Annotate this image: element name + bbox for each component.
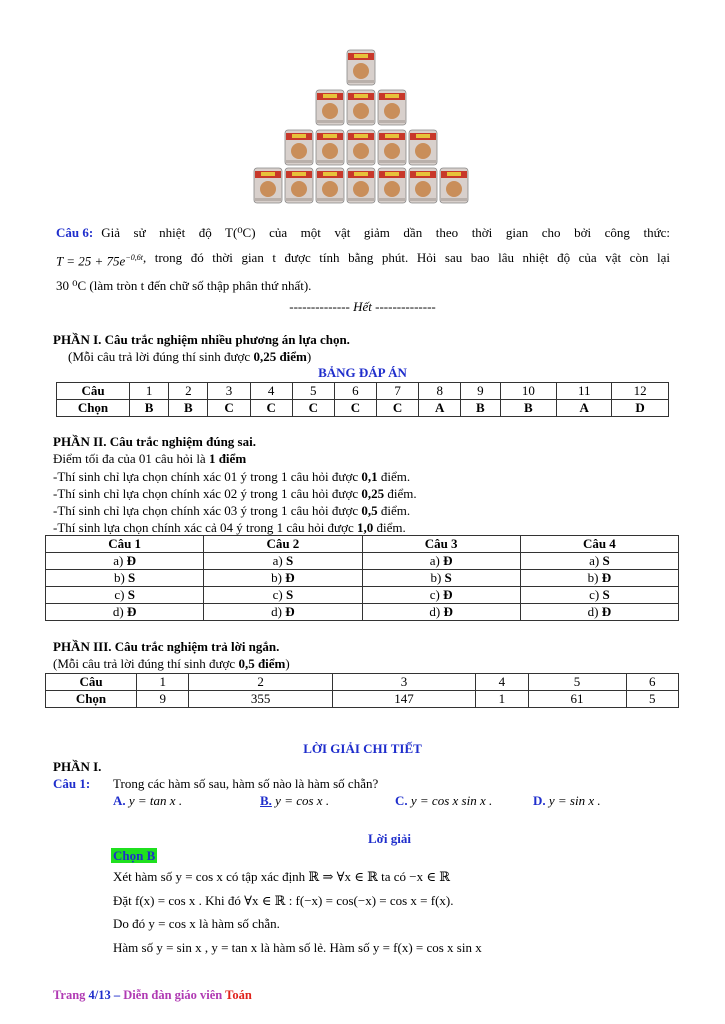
part1-question-number: 12 (612, 383, 669, 400)
part2-answer-cell: a) Đ (46, 553, 204, 570)
part1-answer-cell: B (169, 400, 208, 417)
option-a[interactable]: A. y = tan x . (113, 793, 183, 808)
part1-question-number: 11 (557, 383, 612, 400)
part1-question-number: 3 (208, 383, 250, 400)
part2-answer-cell: b) S (362, 570, 520, 587)
part2-header-cell: Câu 1 (46, 536, 204, 553)
question-6-text2: , trong đó thời gian t được tính bằng phút. Hỏi sau bao lâu nhiệt độ của vật còn lại (142, 250, 670, 265)
question-6-line1 (56, 220, 670, 245)
part2-rule: -Thí sinh chỉ lựa chọn chính xác 02 ý trong 1 câu hỏi được 0,25 điểm. (53, 486, 417, 501)
chon-answer: Chọn B (113, 848, 156, 863)
part2-answer-table (45, 535, 679, 621)
part2-rules (53, 468, 417, 536)
part2-rule: -Thí sinh chỉ lựa chọn chính xác 03 ý trong 1 câu hỏi được 0,5 điểm. (53, 503, 411, 518)
part2-answer-cell: a) S (204, 553, 362, 570)
table-row (46, 587, 679, 604)
part1-answer-cell: A (419, 400, 461, 417)
footer: Trang 4/13 – Diễn đàn giáo viên Toán (53, 988, 252, 1002)
part1-answer-cell: C (208, 400, 250, 417)
part1-question-number: 4 (250, 383, 292, 400)
part3-answer-cell: 147 (332, 691, 475, 708)
part1-answer-cell: C (377, 400, 419, 417)
part1-answer-cell: B (130, 400, 169, 417)
part1-question-number: 5 (292, 383, 334, 400)
part2-header-cell: Câu 2 (204, 536, 362, 553)
part1-question-number: 10 (500, 383, 557, 400)
part1-row-label-chon: Chọn (57, 400, 130, 417)
part3-question-number: 5 (528, 674, 626, 691)
part2-header-cell: Câu 4 (520, 536, 678, 553)
part2-header-cell: Câu 3 (362, 536, 520, 553)
part2-answer-cell: c) S (204, 587, 362, 604)
formula: $T = 25 + 75e^{-0,6t}$ (56, 253, 143, 269)
part2-answer-cell: b) Đ (520, 570, 678, 587)
part2-title: PHẦN II. Câu trắc nghiệm đúng sai. (53, 434, 256, 449)
solution-steps (113, 865, 482, 959)
part1-note: (Mỗi câu trả lời đúng thí sinh được 0,25 điểm) (68, 349, 312, 364)
table-row (46, 570, 679, 587)
part1-row-label-cau: Câu (57, 383, 130, 400)
part1-question-number: 7 (377, 383, 419, 400)
question-6-text3: 30 ⁰C (làm tròn t đến chữ số thập phân thứ nhất). (56, 278, 312, 294)
end-marker: -------------- Hết -------------- (289, 299, 436, 314)
part2-answer-cell: c) S (46, 587, 204, 604)
solution-part-label: PHẦN I. (53, 759, 102, 774)
question-1-label: Câu 1: (53, 776, 91, 791)
part3-answer-cell: 5 (626, 691, 679, 708)
question-1-options (113, 793, 633, 811)
part3-question-number: 4 (476, 674, 528, 691)
part2-answer-cell: b) S (46, 570, 204, 587)
part2-answer-cell: b) Đ (204, 570, 362, 587)
question-6-label: Câu 6: (56, 225, 94, 240)
part1-title: PHẦN I. Câu trắc nghiệm nhiều phương án lựa chọn. (53, 332, 350, 347)
part3-row-label-chon: Chọn (46, 691, 137, 708)
part1-answer-cell: C (334, 400, 376, 417)
question-6-line2 (56, 245, 670, 273)
solution-step: Xét hàm số y = cos x có tập xác định ℝ ⇒ ∀x ∈ ℝ ta có −x ∈ ℝ (113, 869, 451, 884)
option-d[interactable]: D. y = sin x . (533, 793, 601, 808)
part2-answer-cell: d) Đ (362, 604, 520, 621)
part3-answer-cell: 61 (528, 691, 626, 708)
part3-row-label-cau: Câu (46, 674, 137, 691)
part3-question-number: 1 (137, 674, 189, 691)
part1-answer-cell: B (500, 400, 557, 417)
part1-answer-cell: D (612, 400, 669, 417)
part1-question-number: 6 (334, 383, 376, 400)
part2-max-score: Điểm tối đa của 01 câu hỏi là 1 điểm (53, 451, 247, 466)
part3-answer-cell: 1 (476, 691, 528, 708)
loigiai-heading: Lời giải (368, 831, 411, 846)
part2-answer-cell: a) Đ (362, 553, 520, 570)
table-row (46, 553, 679, 570)
part3-note: (Mỗi câu trả lời đúng thí sinh được 0,5 điểm) (53, 656, 290, 671)
part1-question-number: 9 (461, 383, 500, 400)
part1-answer-cell: C (292, 400, 334, 417)
part1-answer-cell: A (557, 400, 612, 417)
part3-answer-cell: 355 (189, 691, 332, 708)
part3-question-number: 2 (189, 674, 332, 691)
part3-answer-table (45, 673, 679, 708)
part2-answer-cell: d) Đ (46, 604, 204, 621)
part1-answer-cell: B (461, 400, 500, 417)
part1-question-number: 8 (419, 383, 461, 400)
part2-answer-cell: a) S (520, 553, 678, 570)
answer-table-title: BẢNG ĐÁP ÁN (318, 365, 407, 380)
table-row (46, 604, 679, 621)
part1-question-number: 1 (130, 383, 169, 400)
part2-answer-cell: c) Đ (362, 587, 520, 604)
part3-question-number: 6 (626, 674, 679, 691)
option-c[interactable]: C. y = cos x sin x . (395, 793, 493, 808)
part3-title: PHẦN III. Câu trắc nghiệm trả lời ngắn. (53, 639, 280, 654)
solution-step: Hàm số y = sin x , y = tan x là hàm số lẻ. Hàm số y = f(x) = cos x sin x (113, 939, 482, 955)
part2-rule: -Thí sinh chỉ lựa chọn chính xác 01 ý trong 1 câu hỏi được 0,1 điểm. (53, 469, 411, 484)
part2-rule: -Thí sinh lựa chọn chính xác cả 04 ý trong 1 câu hỏi được 1,0 điểm. (53, 520, 406, 535)
question-6 (56, 220, 670, 298)
part2-answer-cell: c) S (520, 587, 678, 604)
question-1-text: Trong các hàm số sau, hàm số nào là hàm số chẵn? (113, 776, 379, 791)
part1-answer-cell: C (250, 400, 292, 417)
option-b[interactable]: B. y = cos x . (260, 793, 330, 808)
solution-step: Đặt f(x) = cos x . Khi đó ∀x ∈ ℝ : f(−x) = cos(−x) = cos x = f(x). (113, 892, 454, 908)
part1-answer-table (56, 382, 669, 417)
part2-answer-cell: d) Đ (204, 604, 362, 621)
solution-step: Do đó y = cos x là hàm số chẵn. (113, 916, 280, 931)
part3-answer-cell: 9 (137, 691, 189, 708)
cans-pyramid-image (250, 48, 472, 206)
part2-answer-cell: d) Đ (520, 604, 678, 621)
solution-title: LỜI GIẢI CHI TIẾT (303, 741, 422, 756)
question-6-text1: Giả sử nhiệt độ T(⁰C) của một vật giảm dần theo thời gian cho bởi công thức: (101, 225, 670, 240)
part3-question-number: 3 (332, 674, 475, 691)
part1-question-number: 2 (169, 383, 208, 400)
